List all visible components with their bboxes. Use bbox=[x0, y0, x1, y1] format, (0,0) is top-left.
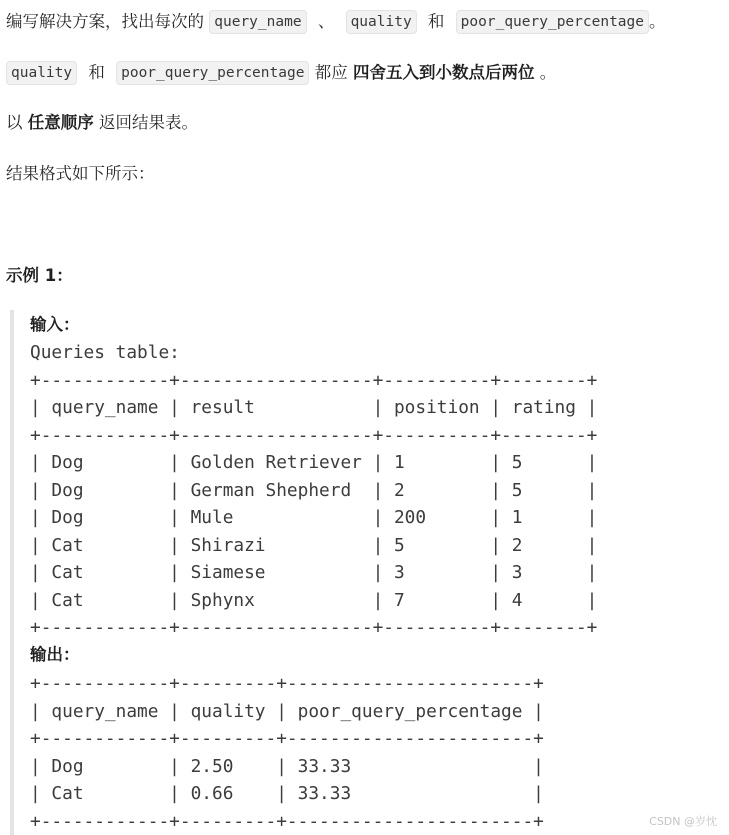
example-block bbox=[10, 310, 729, 835]
input-table-text bbox=[30, 339, 597, 642]
intro-conjunction: 和 bbox=[88, 63, 105, 82]
intro-period: 。 bbox=[539, 63, 557, 82]
intro-text: 都应 bbox=[314, 63, 348, 82]
intro-text: 编写解决方案，找出每次的 bbox=[6, 12, 204, 31]
intro-line-3 bbox=[6, 109, 198, 137]
intro-text: 返回结果表。 bbox=[99, 113, 198, 132]
inline-code-quality: quality bbox=[346, 10, 417, 34]
rounding-rule-emphasis: 四舍五入到小数点后两位 bbox=[352, 63, 535, 82]
input-label: 输入： bbox=[30, 315, 80, 334]
intro-line-1 bbox=[6, 8, 666, 36]
intro-conjunction: 和 bbox=[427, 12, 445, 31]
inline-code-poor-query-percentage: poor_query_percentage bbox=[116, 61, 309, 85]
input-table-caption: Queries table: bbox=[30, 342, 180, 363]
intro-period: 。 bbox=[649, 12, 666, 31]
intro-line-2 bbox=[6, 59, 556, 87]
inline-code-poor-query-percentage: poor_query_percentage bbox=[456, 10, 649, 34]
output-label: 输出： bbox=[30, 645, 80, 664]
inline-code-query-name: query_name bbox=[209, 10, 306, 34]
input-ascii-table: +------------+------------------+----------+--------+ | query_name | result | position | rating | +------------+------------------+----------+--------+ | Dog | Golden Retriever | 1 | 5 | | Dog | German Shepherd | 2 | 5 | | Dog | Mule | 200 | 1 | | Cat | Shirazi | 5 | 2 | | Cat | Siamese | 3 | 3 | | Cat | Sphynx | 7 | 4 | +------------+------------------+----------+--------+ bbox=[30, 369, 598, 638]
inline-code-quality: quality bbox=[6, 61, 77, 85]
example-title: 示例 1： bbox=[6, 266, 73, 285]
result-format-note: 结果格式如下所示： bbox=[6, 164, 155, 183]
intro-text: 以 bbox=[6, 113, 23, 132]
intro-separator: 、 bbox=[317, 12, 335, 31]
output-ascii-table: +------------+---------+-----------------------+ | query_name | quality | poor_query_percentage | +------------+---------+-----------------------+ | Dog | 2.50 | 33.33 | | Cat | 0.66 | 33.33 | +------------+---------+-----------------------+ bbox=[30, 673, 544, 832]
order-emphasis: 任意顺序 bbox=[27, 113, 94, 132]
watermark: CSDN @岁忱 bbox=[649, 815, 717, 828]
output-table-text bbox=[30, 670, 544, 835]
